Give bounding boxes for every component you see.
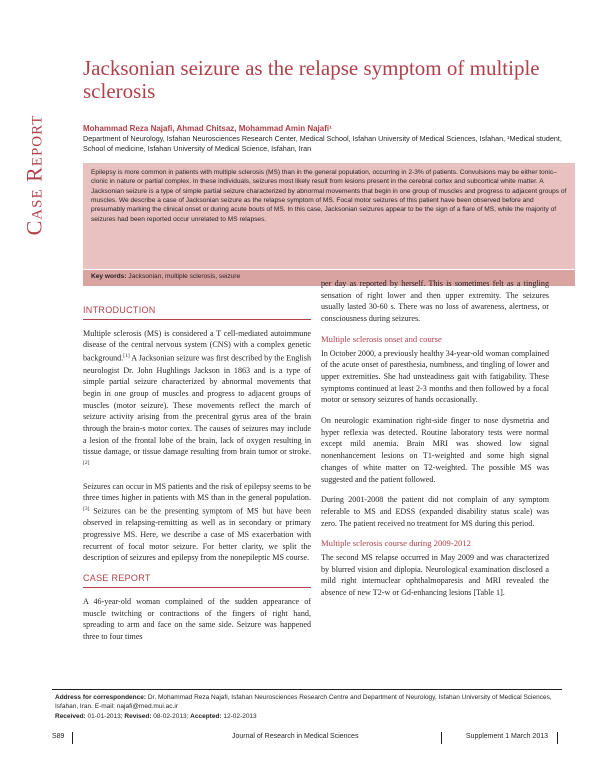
article-type-text: Case Report [21,114,47,236]
abstract-box [83,163,575,269]
ref-link-2[interactable]: [2] [83,460,90,467]
correspondence-text: Dr. Mohammad Reza Najafi, Isfahan Neurosciences Research Centre and Department of Neurology, Isfahan University of Medical Sciences, Isfahan, Iran. E-mail: najafi@med.mui.ac.ir [55,694,552,711]
course-paragraph-1: The second MS relapse occurred in May 2009 and was characterized by blurred vision and diplopia. Neurological examination disclosed a mild right internuclear ophthalmoparesis and MRI revealed the absence of new T2-w or Gd-enhancing lesions [Table 1]. [321,553,549,598]
accepted-label: Accepted: [190,712,222,720]
article-title: Jacksonian seizure as the relapse symptom of multiple sclerosis [83,56,540,103]
supplement-info: Supplement 1 March 2013 [465,733,548,740]
received-date: 01-01-2013; [85,712,125,720]
intro-p1-text-b: A Jacksonian seizure was first described by the English neurologist Dr. John Hughlings Jackson in 1863 and is a type of simple partial seizure characterized by abnormal movements that begin in one group of muscles and progress to adjacent groups of muscles (motor seizure). These movements reflect the march of seizure activity arising from the precentral gyrus area of the brain through the brain-s motor cortex. The causes of seizures may include a lesion of the frontal lobe of the brain, lack of oxygen resulting in tissue damage, or tissue damage resulting from brain tumor or stroke. [83,353,311,457]
footer-separator [72,732,73,744]
onset-subheading: Multiple sclerosis onset and course [321,333,442,344]
footer-separator [557,732,558,744]
ref-link-1[interactable]: [1] [123,353,130,360]
intro-p2-text-a: Seizures can occur in MS patients and the risk of epilepsy seems to be three times higher in patients with MS than in the general population. [83,481,311,503]
journal-name: Journal of Research in Medical Sciences [232,733,359,740]
page-number: S89 [52,733,65,740]
footer-divider [52,689,562,690]
right-column [321,278,549,608]
footer-separator [441,732,442,744]
author-block [83,124,573,154]
case-paragraph-1: A 46-year-old woman complained of the sudden appearance of muscle twitching or contractions of the fingers of right hand, spreading to arm and face on the same side. Seizure was happened three to four times [83,596,311,641]
page-footer [52,732,562,744]
ref-link-3[interactable]: [3] [83,505,90,512]
course-subheading: Multiple sclerosis course during 2009-2012 [321,538,471,549]
keywords-text: Jacksonian, multiple sclerosis, seizure [128,273,241,280]
intro-p2-text-b: Seizures can be the presenting symptom of MS but have been observed in relapsing-remitting as well as in secondary or primary progressive MS. Here, we describe a case of MS exacerbation with recurrent of focal motor seizure. For better clarity, we split the description of seizures and epilepsy from the nonepileptic MS course. [83,506,311,563]
intro-paragraph-1 [83,328,311,472]
received-label: Received: [55,712,86,720]
intro-p1-text-a: Multiple sclerosis (MS) is considered a T cell-mediated autoimmune disease of the central nervous system (CNS) with a complex genetic background. [83,328,311,363]
article-type-label [14,60,54,290]
revised-label: Revised: [124,712,152,720]
onset-paragraph-1: In October 2000, a previously healthy 34-year-old woman complained of the acute onset of paresthesia, numbness, and tingling of lower and upper extremities. She had unsteadiness gait with fatigability. These symptoms continued at least 2-3 months and then followed by a focal motor or sensory seizures of hands occasionally. [321,348,549,405]
left-column [83,305,311,652]
intro-paragraph-2 [83,481,311,565]
author-affiliation: Department of Neurology, Isfahan Neurosciences Research Center, Medical School, Isfahan University of Medical Sciences, Isfahan, ¹Medical student, School of medicine, Isfahan University of Medical Science, Isfahan, Iran [83,134,562,153]
introduction-heading: INTRODUCTION [83,305,311,320]
accepted-date: 12-02-2013 [221,712,257,720]
case-report-heading: CASE REPORT [83,573,311,588]
case-paragraph-2: per day as reported by herself. This is sometimes felt as a tingling sensation of right lower and then upper extremity. The seizures usually lasted 30-60 s. There was no loss of awareness, alertness, or consciousness during seizures. [321,279,549,324]
keywords-label: Key words: [91,273,127,280]
correspondence-block [55,693,560,721]
onset-paragraph-3: During 2001-2008 the patient did not complain of any symptom referable to MS and EDSS (expanded disability status scale) was zero. The patient received no treatment for MS during this period. [321,495,549,528]
onset-paragraph-2: On neurologic examination right-side finger to nose dysmetria and hyper reflexia was detected. Routine laboratory tests were normal except mild anemia. Brain MRI was showed low signal nonenhancement lesions on T1-weighted and some high signal changes of white matter on T2-weighted. The possible MS was suggested and the patient followed. [321,416,549,484]
abstract-text: Epilepsy is more common in patients with multiple sclerosis (MS) than in the general population, occurring in 2-3% of patients. Convulsions may be either tonic–clonic in nature or partial complex. In these individuals, seizures most likely result from lesions present in the cerebral cortex and subcortical white matter. A Jacksonian seizure is a type of simple partial seizure characterized by abnormal movements that begin in one group of muscles and progress to adjacent groups of muscles. We describe a case of Jacksonian seizure as the relapse symptom of MS. Focal motor seizures of this patient have been observed before and presumably marking the clinical onset or during acute bouts of MS. In this case, Jacksonian seizures appear to be the sign of a flare of MS, while the majority of seizures had been reported occur unrelated to MS relapses. [91,169,567,223]
correspondence-label: Address for correspondence: [55,694,147,701]
author-names: Mohammad Reza Najafi, Ahmad Chitsaz, Mohammad Amin Najafi¹ [83,124,332,133]
revised-date: 08-02-2013; [151,712,191,720]
